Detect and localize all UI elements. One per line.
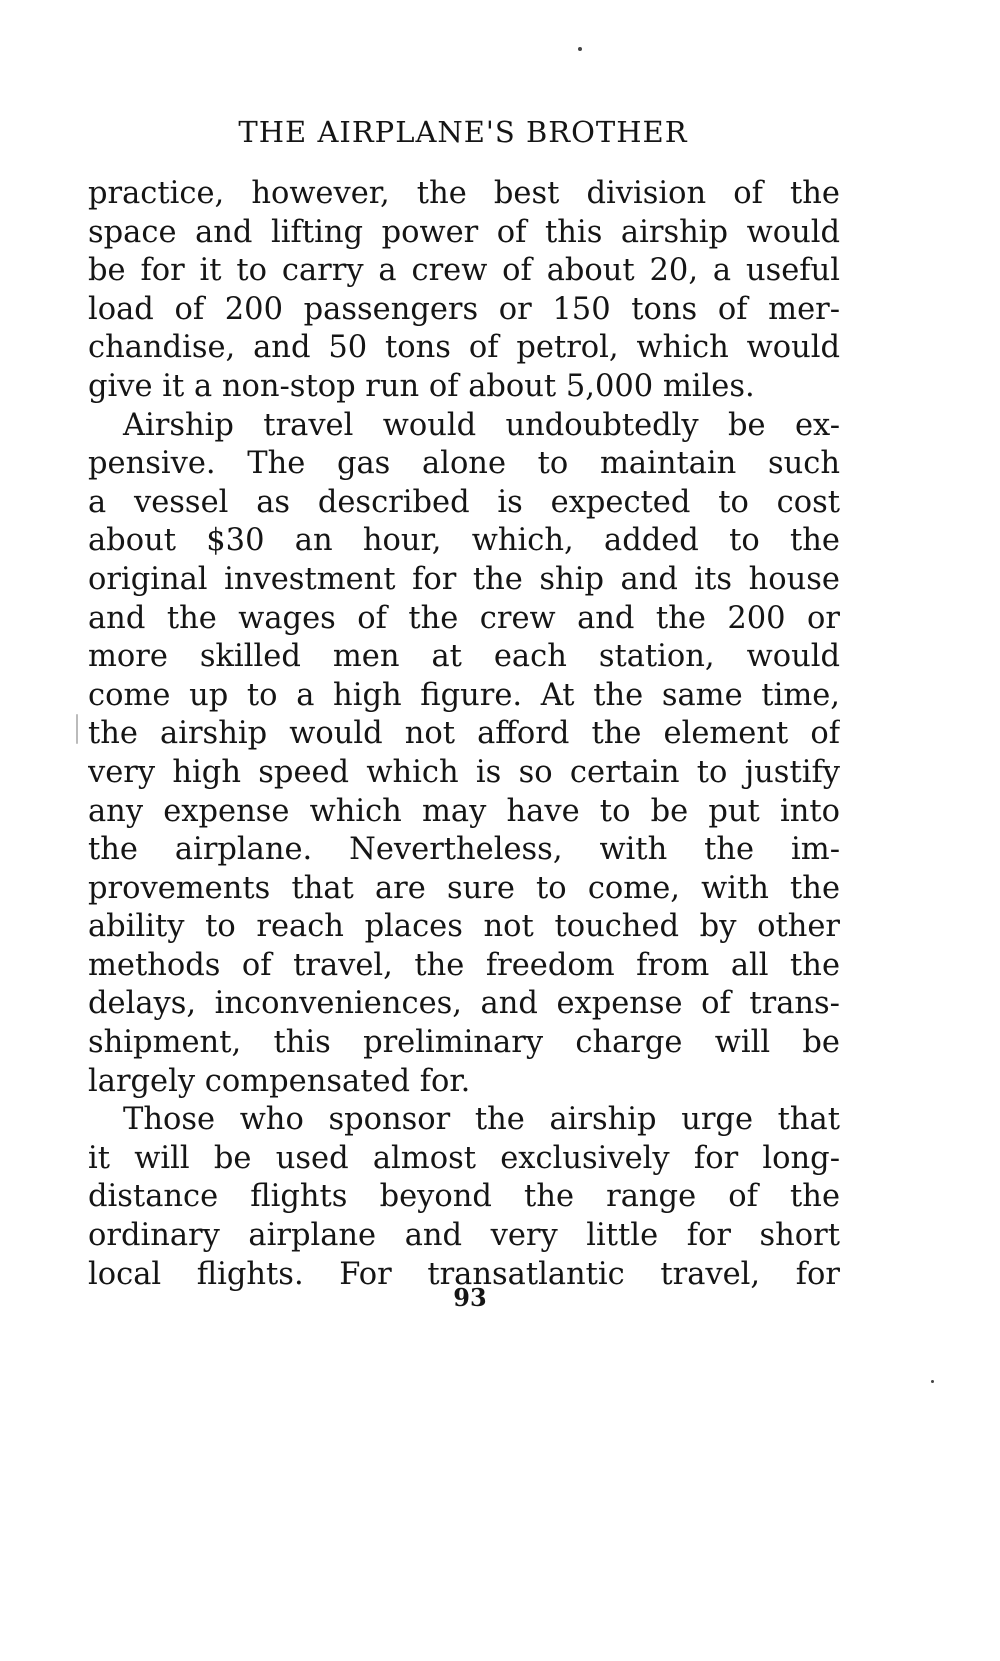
- text-line: load of 200 passengers or 150 tons of mer-: [88, 291, 840, 327]
- text-line: practice, however, the best division of the: [88, 176, 840, 211]
- print-speck: [578, 47, 582, 51]
- text-line: the airplane. Nevertheless, with the im-: [88, 832, 840, 868]
- text-line: give it a non-stop run of about 5,000 miles.: [88, 368, 755, 404]
- text-line: methods of travel, the freedom from all the: [88, 947, 840, 983]
- text-line: largely compensated for.: [88, 1063, 471, 1099]
- text-line: Those who sponsor the airship urge that: [123, 1102, 840, 1138]
- text-line: be for it to carry a crew of about 20, a useful: [88, 253, 840, 289]
- text-line: space and lifting power of this airship would: [88, 214, 840, 250]
- text-line: ability to reach places not touched by other: [88, 909, 840, 945]
- print-speck: [931, 1380, 934, 1383]
- text-line: come up to a high figure. At the same time,: [88, 677, 840, 713]
- text-line: ordinary airplane and very little for short: [88, 1218, 840, 1254]
- text-line: original investment for the ship and its house: [88, 561, 840, 597]
- text-line: provements that are sure to come, with the: [88, 870, 840, 906]
- text-line: any expense which may have to be put into: [88, 793, 840, 829]
- paragraph: [88, 1101, 840, 1294]
- text-line: about $30 an hour, which, added to the: [88, 523, 840, 559]
- body-text: [88, 175, 840, 1294]
- text-line: the airship would not afford the element of: [88, 716, 840, 752]
- text-line: Airship travel would undoubtedly be ex-: [123, 407, 840, 443]
- paragraph: [88, 407, 840, 1102]
- text-line: and the wages of the crew and the 200 or: [88, 600, 840, 636]
- text-line: a vessel as described is expected to cost: [88, 484, 840, 520]
- text-line: it will be used almost exclusively for long-: [88, 1140, 840, 1176]
- text-line: delays, inconveniences, and expense of trans-: [88, 986, 840, 1022]
- text-line: local flights. For transatlantic travel, for: [88, 1256, 840, 1292]
- print-speck: [76, 714, 78, 744]
- text-line: very high speed which is so certain to justify: [88, 754, 840, 790]
- text-line: shipment, this preliminary charge will be: [88, 1025, 840, 1061]
- running-head: THE AIRPLANE'S BROTHER: [238, 115, 688, 149]
- page-number: 93: [453, 1283, 487, 1312]
- text-line: chandise, and 50 tons of petrol, which would: [88, 330, 840, 366]
- text-line: more skilled men at each station, would: [88, 639, 840, 675]
- text-line: distance flights beyond the range of the: [88, 1179, 840, 1215]
- text-line: pensive. The gas alone to maintain such: [88, 446, 840, 482]
- paragraph: [88, 175, 840, 407]
